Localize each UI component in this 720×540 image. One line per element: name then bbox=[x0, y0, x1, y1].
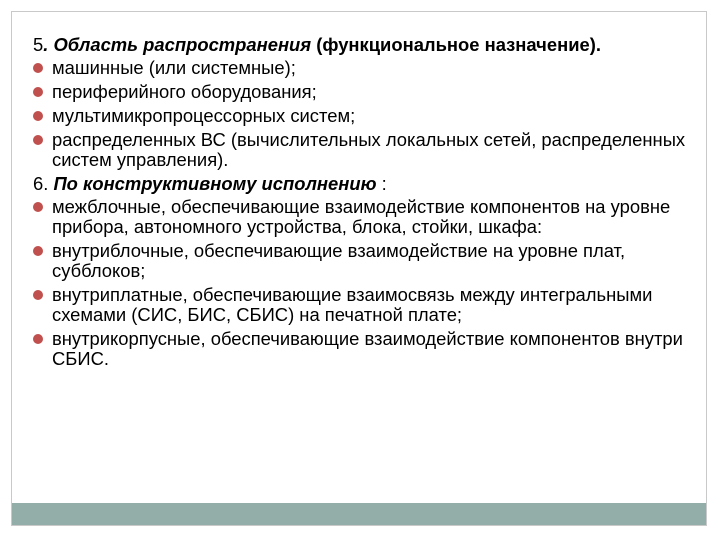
list-item bbox=[33, 329, 693, 369]
footer-bar bbox=[12, 503, 706, 525]
section-5-title: . Область распространения bbox=[43, 34, 312, 55]
bullet-icon bbox=[33, 87, 43, 97]
bullet-icon bbox=[33, 290, 43, 300]
list-item bbox=[33, 82, 693, 102]
list-item bbox=[33, 285, 693, 325]
bullet-icon bbox=[33, 135, 43, 145]
list-item bbox=[33, 241, 693, 281]
list-item bbox=[33, 197, 693, 237]
list-item bbox=[33, 130, 693, 170]
list-item-text: мультимикропроцессорных систем; bbox=[52, 105, 356, 126]
list-item-text: распределенных ВС (вычислительных локальных сетей, распределенных систем управления). bbox=[52, 129, 686, 170]
section-6-rest: : bbox=[376, 173, 387, 194]
bullet-icon bbox=[33, 334, 43, 344]
list-item bbox=[33, 106, 693, 126]
list-item-text: межблочные, обеспечивающие взаимодействие компонентов на уровне прибора, автономного устройства, блока, стойки, шкафа: bbox=[52, 196, 671, 237]
section-6-heading bbox=[33, 174, 693, 194]
section-5-heading bbox=[33, 35, 693, 55]
bullet-icon bbox=[33, 111, 43, 121]
section-6-number: 6. bbox=[33, 173, 49, 194]
section-5-number: 5 bbox=[33, 34, 44, 55]
bullet-icon bbox=[33, 63, 43, 73]
section-5-rest: (функциональное назначение). bbox=[311, 34, 601, 55]
list-item-text: внутриплатные, обеспечивающие взаимосвязь между интегральными схемами (СИС, БИС, СБИС) на печатной плате; bbox=[52, 284, 653, 325]
list-item-text: периферийного оборудования; bbox=[52, 81, 317, 102]
bullet-icon bbox=[33, 202, 43, 212]
list-item-text: внутриблочные, обеспечивающие взаимодействие на уровне плат, субблоков; bbox=[52, 240, 626, 281]
bullet-icon bbox=[33, 246, 43, 256]
slide-content bbox=[33, 35, 693, 373]
list-item-text: машинные (или системные); bbox=[52, 57, 296, 78]
list-item bbox=[33, 58, 693, 78]
list-item-text: внутрикорпусные, обеспечивающие взаимодействие компонентов внутри СБИС. bbox=[52, 328, 683, 369]
section-6-title: По конструктивному исполнению bbox=[48, 173, 377, 194]
